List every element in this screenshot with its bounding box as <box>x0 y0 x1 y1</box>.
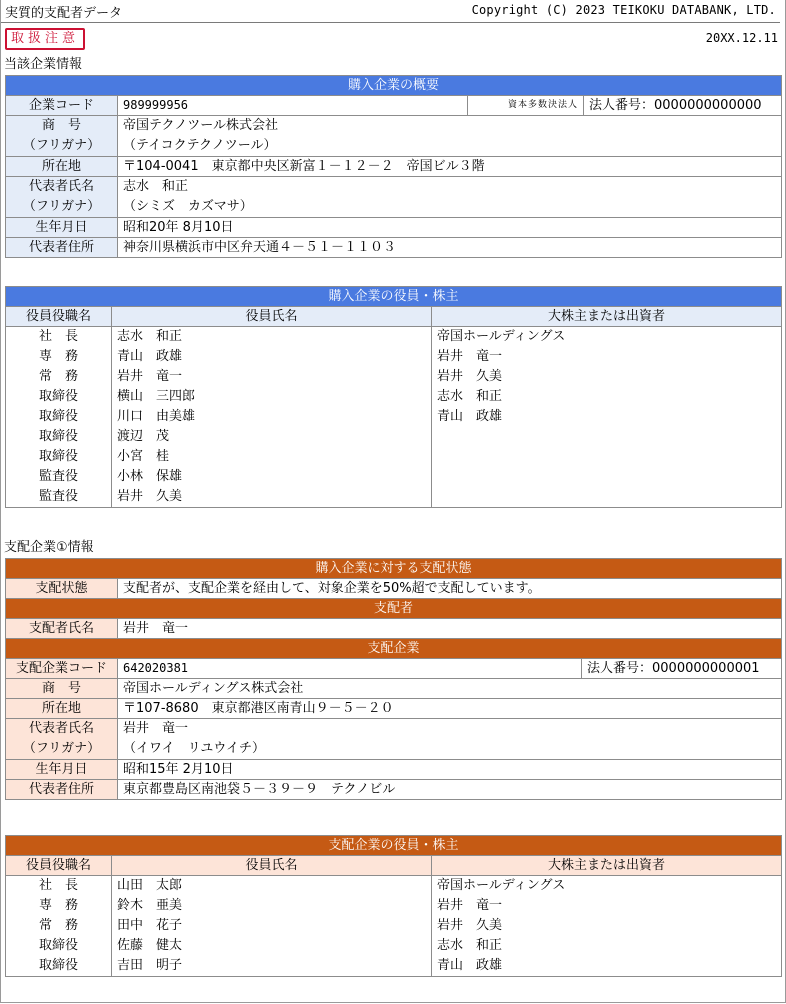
document-title: 実質的支配者データ <box>5 6 123 21</box>
table-header: 支配企業 <box>6 639 782 659</box>
officer-title: 常 務 <box>38 369 78 384</box>
officer-name: 小林 保雄 <box>117 469 183 484</box>
field-label: 代表者住所 <box>6 238 118 258</box>
officer-title: 監査役 <box>38 469 78 484</box>
field-label <box>6 719 118 760</box>
officer-name: 鈴木 亜美 <box>117 898 183 913</box>
officer-title: 取締役 <box>38 409 78 424</box>
officer-title: 社 長 <box>38 878 78 893</box>
officer-titles <box>6 876 112 977</box>
controlling-officers-table <box>5 835 782 977</box>
corporate-number: 法人番号：0000000000000 <box>584 96 782 116</box>
officer-name: 岩井 久美 <box>117 489 183 504</box>
shareholder: 志水 和正 <box>437 389 503 404</box>
officer-title: 専 務 <box>38 349 78 364</box>
label-line: 商 号 <box>41 118 81 133</box>
officer-title: 監査役 <box>38 489 78 504</box>
shareholder: 岩井 久美 <box>437 918 503 933</box>
officer-names <box>112 876 432 977</box>
controller-name: 岩井 竜一 <box>118 619 782 639</box>
company-address: 〒107-8680 東京都港区南青山９－５－２０ <box>118 699 782 719</box>
officer-name: 田中 花子 <box>117 918 183 933</box>
company-code: 989999956 <box>118 96 468 116</box>
representative-name-value: 岩井 竜一 <box>123 721 189 736</box>
confidential-stamp: 取扱注意 <box>5 28 85 50</box>
representative-name-value: 志水 和正 <box>123 179 189 194</box>
label-line: 代表者氏名 <box>28 179 94 194</box>
officer-name: 渡辺 茂 <box>117 429 170 444</box>
table-header: 購入企業の概要 <box>6 76 782 96</box>
controlling-company-table <box>5 558 782 800</box>
officer-title: 取締役 <box>38 938 78 953</box>
shareholder: 岩井 竜一 <box>437 349 503 364</box>
target-company-section-title: 当該企業情報 <box>4 57 83 72</box>
officer-title: 社 長 <box>38 329 78 344</box>
column-header-shareholder: 大株主または出資者 <box>432 307 782 327</box>
controlling-company-section-title: 支配企業①情報 <box>4 540 94 555</box>
officer-title: 常 務 <box>38 918 78 933</box>
officer-titles <box>6 327 112 508</box>
officer-name: 志水 和正 <box>117 329 183 344</box>
company-name: 帝国ホールディングス株式会社 <box>118 679 782 699</box>
target-officers-table <box>5 286 782 508</box>
report-date: 20XX.12.11 <box>705 31 778 45</box>
corporate-number: 法人番号：0000000000001 <box>582 659 782 679</box>
field-label: 生年月日 <box>6 218 118 238</box>
representative-name <box>118 719 782 760</box>
column-header-title: 役員役職名 <box>6 856 112 876</box>
company-address: 〒104-0041 東京都中央区新富１－１２－２ 帝国ビル３階 <box>118 157 782 177</box>
shareholder-names <box>432 876 782 977</box>
officer-name: 吉田 明子 <box>117 958 183 973</box>
column-header-name: 役員氏名 <box>112 307 432 327</box>
representative-name-kana: （イワイ リユウイチ） <box>123 741 265 756</box>
shareholder-names <box>432 327 782 508</box>
officer-title: 取締役 <box>38 958 78 973</box>
capital-majority-badge: 資本多数決法人 <box>468 96 584 116</box>
field-label: 生年月日 <box>6 760 118 780</box>
column-header-shareholder: 大株主または出資者 <box>432 856 782 876</box>
shareholder: 青山 政雄 <box>437 958 503 973</box>
officer-names <box>112 327 432 508</box>
table-header: 支配者 <box>6 599 782 619</box>
officer-name: 川口 由美雄 <box>117 409 196 424</box>
shareholder: 青山 政雄 <box>437 409 503 424</box>
top-bar <box>1 0 780 23</box>
field-label: 商 号 <box>6 679 118 699</box>
copyright: Copyright (C) 2023 TEIKOKU DATABANK, LTD. <box>471 3 776 17</box>
column-header-title: 役員役職名 <box>6 307 112 327</box>
officer-name: 山田 太郎 <box>117 878 183 893</box>
label-line: （フリガナ） <box>22 138 101 153</box>
field-label: 支配状態 <box>6 579 118 599</box>
shareholder: 帝国ホールディングス <box>437 329 566 344</box>
shareholder: 岩井 竜一 <box>437 898 503 913</box>
officer-title: 取締役 <box>38 449 78 464</box>
shareholder: 帝国ホールディングス <box>437 878 566 893</box>
officer-name: 青山 政雄 <box>117 349 183 364</box>
column-header-name: 役員氏名 <box>112 856 432 876</box>
target-overview-table <box>5 75 782 258</box>
table-header: 支配企業の役員・株主 <box>6 836 782 856</box>
company-name <box>118 116 782 157</box>
field-label: 企業コード <box>6 96 118 116</box>
field-label: 代表者住所 <box>6 780 118 800</box>
officer-title: 取締役 <box>38 389 78 404</box>
company-name-kana: （テイコクテクノツール） <box>123 138 277 153</box>
field-label: 所在地 <box>6 157 118 177</box>
officer-title: 取締役 <box>38 429 78 444</box>
officer-name: 小宮 桂 <box>117 449 170 464</box>
label-line: 代表者氏名 <box>28 721 94 736</box>
label-line: （フリガナ） <box>22 199 101 214</box>
company-name-value: 帝国テクノツール株式会社 <box>123 118 278 133</box>
officer-name: 岩井 竜一 <box>117 369 183 384</box>
representative-name <box>118 177 782 218</box>
field-label: 所在地 <box>6 699 118 719</box>
shareholder: 岩井 久美 <box>437 369 503 384</box>
controlling-company-code: 642020381 <box>118 659 582 679</box>
representative-address: 神奈川県横浜市中区弁天通４－５１－１１０３ <box>118 238 782 258</box>
representative-birthdate: 昭和20年 8月10日 <box>118 218 782 238</box>
label-line: （フリガナ） <box>22 741 101 756</box>
officer-name: 佐藤 健太 <box>117 938 183 953</box>
field-label <box>6 177 118 218</box>
field-label: 支配企業コード <box>6 659 118 679</box>
field-label <box>6 116 118 157</box>
representative-birthdate: 昭和15年 2月10日 <box>118 760 782 780</box>
officer-name: 横山 三四郎 <box>117 389 196 404</box>
table-header: 購入企業に対する支配状態 <box>6 559 782 579</box>
control-status: 支配者が、支配企業を経由して、対象企業を50%超で支配しています。 <box>118 579 782 599</box>
shareholder: 志水 和正 <box>437 938 503 953</box>
table-header: 購入企業の役員・株主 <box>6 287 782 307</box>
officer-title: 専 務 <box>38 898 78 913</box>
representative-name-kana: （シミズ カズマサ） <box>123 199 253 214</box>
representative-address: 東京都豊島区南池袋５－３９－９ テクノビル <box>118 780 782 800</box>
field-label: 支配者氏名 <box>6 619 118 639</box>
